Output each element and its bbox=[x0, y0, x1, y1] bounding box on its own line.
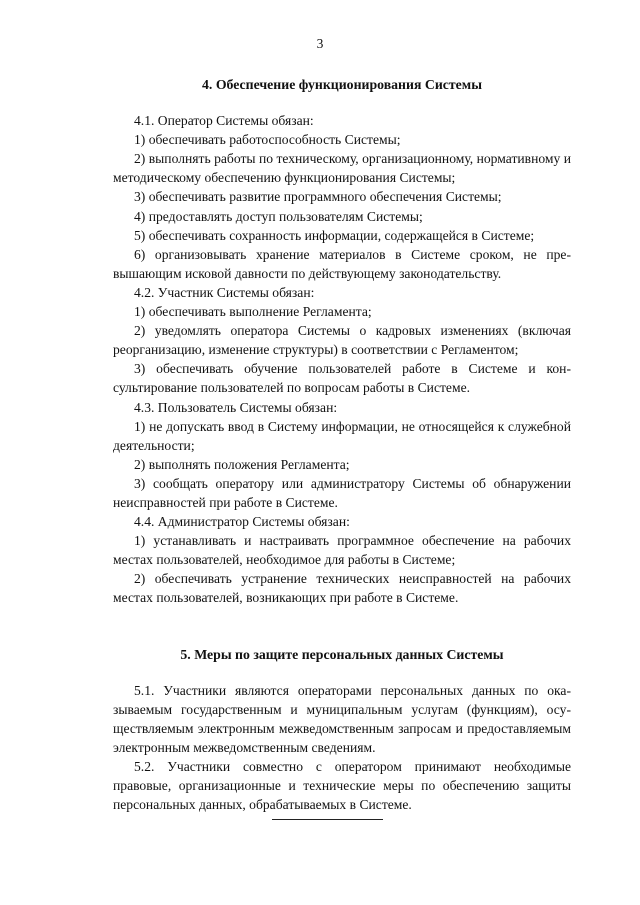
section-5-heading: 5. Меры по защите персональных данных Системы bbox=[180, 646, 504, 662]
list-item: 1) не допускать ввод в Систему информации, не относящейся к служебной деятельности; bbox=[113, 418, 571, 453]
list-item: 6) организовывать хранение материалов в Системе сроком, не превышающим исковой давности по действующему законодательству. bbox=[113, 246, 571, 281]
paragraph-4-2: 4.2. Участник Системы обязан: bbox=[134, 284, 315, 300]
list-item: 4) предоставлять доступ пользователям Системы; bbox=[134, 208, 423, 224]
paragraph-4-4: 4.4. Администратор Системы обязан: bbox=[134, 514, 350, 530]
section-5 bbox=[113, 645, 571, 815]
list-item: 2) обеспечивать устранение технических неисправностей на рабочих местах пользователей, возникающих при работе в Системе. bbox=[113, 571, 571, 606]
list-item: 5) обеспечивать сохранность информации, содержащейся в Системе; bbox=[134, 227, 535, 243]
section-4 bbox=[113, 75, 571, 608]
paragraph-5-2: 5.2. Участники совместно с оператором принимают необходимые правовые, организационные и технические меры по обеспечению защиты персональных данных, обрабатываемых в Системе. bbox=[113, 759, 571, 813]
document-body bbox=[113, 75, 571, 814]
paragraph-4-1: 4.1. Оператор Системы обязан: bbox=[134, 113, 314, 129]
list-item: 1) обеспечивать работоспособность Системы; bbox=[134, 132, 401, 148]
paragraph-4-3: 4.3. Пользователь Системы обязан: bbox=[134, 399, 338, 415]
list-item: 3) обеспечивать обучение пользователей работе в Системе и консультирование пользователей по вопросам работы в Системе. bbox=[113, 361, 571, 396]
list-item: 3) сообщать оператору или администратору Системы об обнаружении неисправностей при работе в Системе. bbox=[113, 475, 571, 510]
paragraph-5-1: 5.1. Участники являются операторами персональных данных по оказываемым государственным и муниципальным услугам (функциям), осуществляемым электронным межведомственным запросам и предоставляемым электронным межведомственным сведениям. bbox=[113, 682, 571, 755]
list-item: 2) выполнять положения Регламента; bbox=[134, 456, 350, 472]
section-4-heading: 4. Обеспечение функционирования Системы bbox=[202, 77, 482, 92]
list-item: 2) уведомлять оператора Системы о кадровых изменениях (включая реорганизацию, изменение структуры) в соответствии с Регламентом; bbox=[113, 323, 571, 358]
list-item: 1) устанавливать и настраивать программное обеспечение на рабочих местах пользователей, необходимое для работы в Системе; bbox=[113, 533, 571, 568]
list-item: 2) выполнять работы по техническому, организационному, нормативному и методическому обеспечению функционирования Системы; bbox=[113, 151, 571, 186]
list-item: 1) обеспечивать выполнение Регламента; bbox=[134, 304, 372, 320]
end-of-document-rule bbox=[272, 819, 383, 820]
page-number: 3 bbox=[316, 36, 324, 51]
list-item: 3) обеспечивать развитие программного обеспечения Системы; bbox=[134, 189, 502, 205]
